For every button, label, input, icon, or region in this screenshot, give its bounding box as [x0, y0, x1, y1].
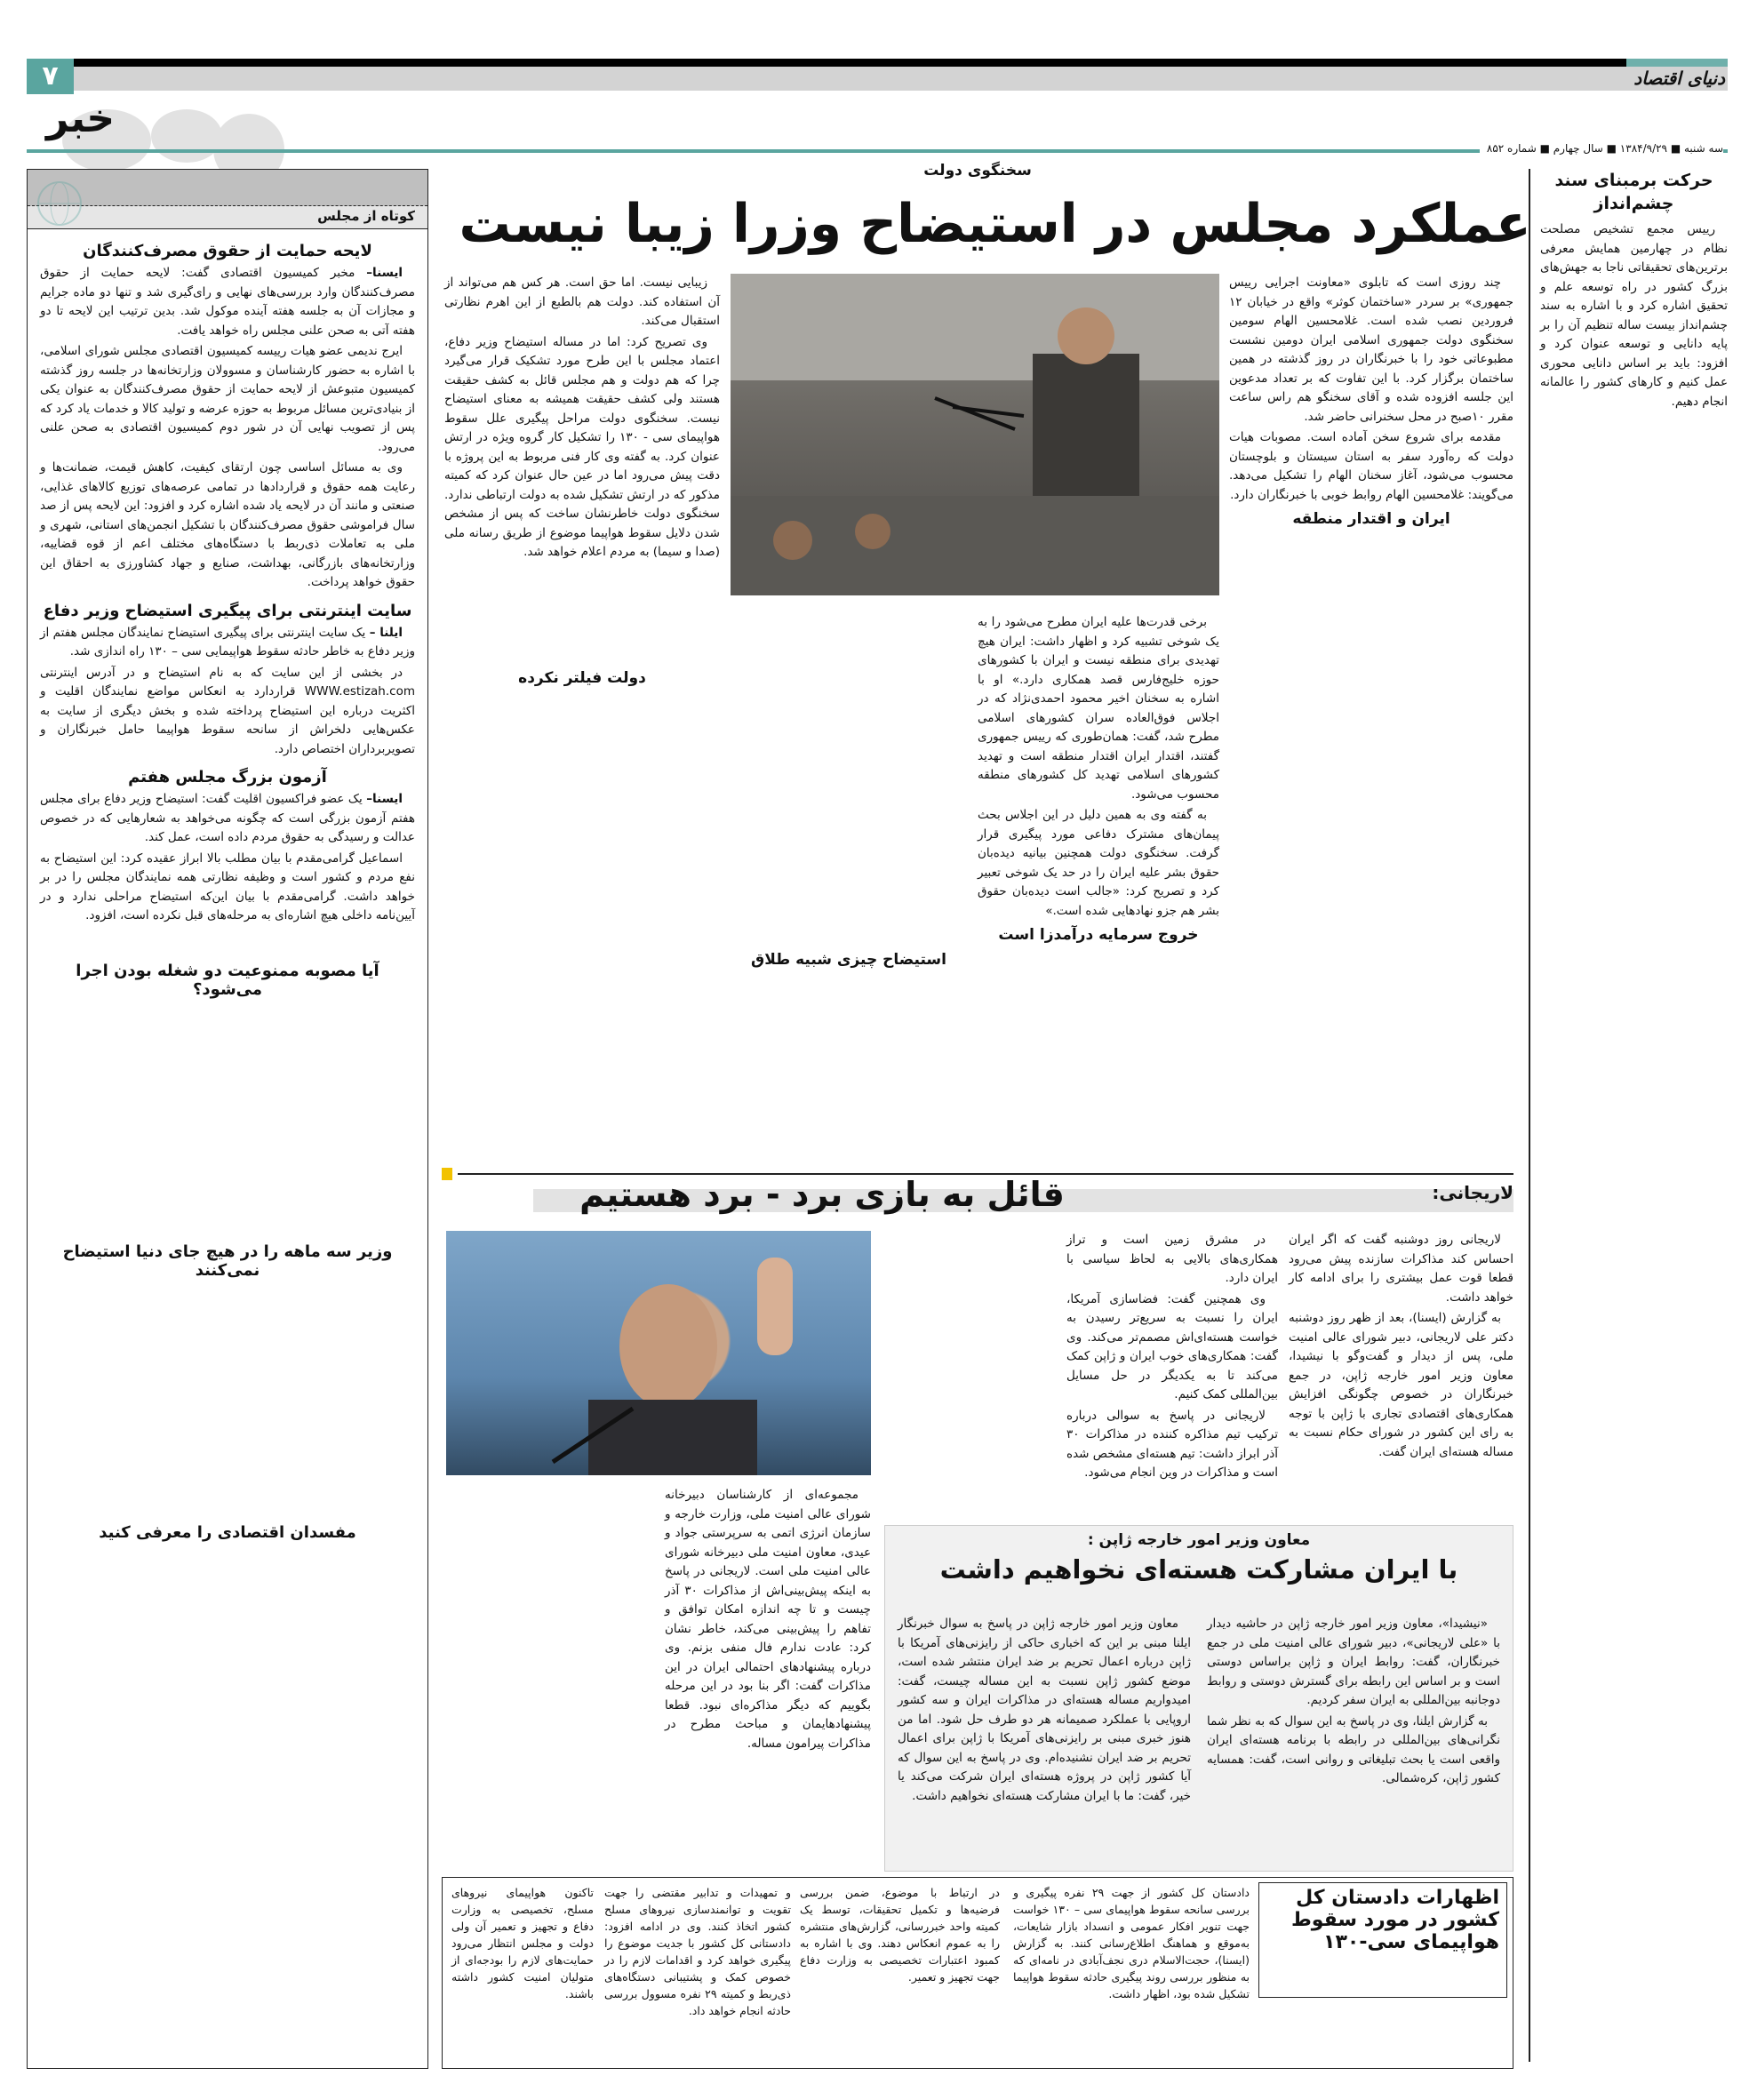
- brief-title: آزمون بزرگ مجلس هفتم: [128, 768, 327, 787]
- header-rule: [27, 149, 1728, 153]
- dateline: سه شنبه ■ ۱۳۸۴/۹/۲۹ ■ سال چهارم ■ شماره ۸۵۲: [1480, 142, 1723, 155]
- article-column: [1229, 274, 1513, 533]
- brief-title: لایحه حمایت از حقوق مصرف‌کنندگان: [83, 242, 372, 260]
- page-number: ۷: [27, 59, 74, 94]
- article-headline: حرکت برمبنای سند چشم‌انداز: [1554, 171, 1713, 213]
- article-subhead: استیضاح چیزی شبیه طلاق: [751, 951, 946, 969]
- article-column: در ارتباط با موضوع، ضمن بررسی فرضیه‌ها و تکمیل تحقیقات، توسط یک کمیته واحد خبررسانی، گزارش‌های منتشره را به عموم انعکاس دهند. وی با اشاره به کمبود اعتبارات تخصیصی به وزارت دفاع جهت تجهیز و تعمیر.: [800, 1886, 1000, 1984]
- larijani-photo: [446, 1231, 871, 1475]
- paragraph: زیبایی نیست. اما حق است. هر کس هم می‌تواند از آن استفاده کند. دولت هم بالطبع از این اهرم نظارتی استقبال می‌کند.: [444, 275, 720, 328]
- column-divider: [1529, 169, 1530, 2062]
- paragraph: مقدمه برای شروع سخن آماده است. مصوبات هیات دولت که ره‌آورد سفر به استان سیستان و بلوچستان محسوب می‌شود، آغاز سخنان الهام را تشکیل می‌دهد. می‌گویند: غلامحسین الهام روابط خوبی با خبرنگاران دارد.: [1229, 430, 1513, 502]
- article-kicker: معاون وزیر امور خارجه ژاپن :: [1087, 1531, 1311, 1549]
- paragraph: اسماعیل گرامی‌مقدم با بیان مطلب بالا ابراز عقیده کرد: این استیضاح به نفع مردم و کشور است و وظیفه نظارتی همه نمایندگان مجلس را در بر خواهد داشت. گرامی‌مقدم با بیان این‌که استیضاح مراحلی ندارد و در آیین‌نامه داخلی هیچ اشاره‌ای به مرحله‌های قبل نکرده است، افزود.: [40, 850, 415, 922]
- article-subhead: دولت فیلتر نکرده: [518, 668, 646, 687]
- article-column: [446, 1486, 871, 1859]
- paragraph-text: یک عضو فراکسیون اقلیت گفت: استیضاح وزیر دفاع برای مجلس هفتم آزمون بزرگی است که چگونه می‌خواهد به شعارهایی که در خصوص عدالت و رسیدگی به حقوق مردم داده است، عمل کند.: [40, 792, 415, 844]
- paragraph: معاون وزیر امور خارجه ژاپن در پاسخ به سوال خبرنگار ایلنا مبنی بر این که اخباری حاکی از رایزنی‌های آمریکا با ژاپن درباره اعمال تحریم بر ضد ایران منتشر شده است، موضع کشور ژاپن نسبت به این مساله چیست، گفت: امیدواریم مساله هسته‌ای در مذاکرات ایران و سه کشور اروپایی با عملکرد صمیمانه هر دو طرف حل شود. اما من هنوز خبری مبنی بر رایزنی‌های آمریکا با ژاپن برای اعمال تحریم بر ضد ایران نشنیده‌ام. وی در پاسخ به این سوال که آیا کشور ژاپن در پروژه هسته‌ای ایران شرکت می‌کند یا خیر، گفت: ما با ایران مشارکت هسته‌ای نخواهیم داشت.: [898, 1617, 1191, 1803]
- section-marker: [442, 1168, 452, 1180]
- paragraph: چند روزی است که تابلوی «معاونت اجرایی رییس جمهوری» بر سردر «ساختمان کوثر» واقع در خیابان ۱۲ فروردین نصب شده است. غلامحسین الهام سومین سخنگوی دولت جمهوری اسلامی ایران دومین نشست مطبوعاتی خود را با خبرنگاران در روز گذشته در همین ساختمان برگزار کرد. با این تفاوت که بر تعداد مدعوین این جلسه افزوده شده و آقای سخنگو هم راس ساعت مقرر ۱۰صبح در محل سخنرانی حاضر شد.: [1229, 275, 1513, 424]
- japan-article-box: [884, 1525, 1513, 1872]
- article-column: [1289, 1231, 1513, 1464]
- left-column-briefs: [27, 169, 428, 2069]
- paragraph: لاریجانی روز دوشنبه گفت که اگر ایران احساس کند مذاکرات سازنده پیش می‌رود قطعا قوت عمل بیشتری را برای ادامه کار خواهد داشت.: [1289, 1233, 1513, 1305]
- newspaper-logo: دنیای اقتصاد: [1633, 68, 1725, 89]
- press-conference-photo: [731, 274, 1219, 595]
- paragraph: در مشرق زمین است و تراز همکاری‌های بالایی به لحاظ سیاسی با ایران دارد.: [1066, 1233, 1278, 1285]
- paragraph: به گزارش ایلنا، وی در پاسخ به این سوال که به نظر شما نگرانی‌های بین‌المللی در رابطه با برنامه هسته‌ای ایران واقعی است یا بحث تبلیغاتی و روانی است، گفت: همسایه کشور ژاپن، کره‌شمالی.: [1207, 1713, 1500, 1785]
- speaker-label: لاریجانی:: [1432, 1182, 1513, 1203]
- paragraph: ایرج ندیمی عضو هیات رییسه کمیسیون اقتصادی مجلس شورای اسلامی، با اشاره به حضور کارشناسان و مسوولان وزارتخانه‌ها در جلسه روز گذشته کمیسیون متبوعش از لایحه حمایت از حقوق مصرف‌کنندگان به عنوان یکی از بنیادی‌ترین مسائل مربوط به حوزه عرضه و تولید کالا و خدمات یاد کرد که پس از تصویب نهایی آن در شور دوم کمیسیون اقتصادی به صحن علنی می‌رود.: [40, 344, 415, 454]
- brief-item: [40, 768, 415, 926]
- box-header: [28, 170, 427, 206]
- paragraph: وی به مسائل اساسی چون ارتقای کیفیت، کاهش قیمت، ضمانت‌ها و رعایت همه حقوق و قراردادها در تمامی عرصه‌های توزیع کالاهای غذایی، صنعتی و مانند آن در لایحه یاد شده اشاره کرد و افزود: این لایحه پس از صد سال فراموشی حقوق مصرف‌کنندگان با تشکیل انجمن‌های استانی، شهری و ملی به تعاملات ذی‌ربط با دستگاه‌های مختلف اعم از قوه قضاییه، وزارتخانه‌های بازرگانی، بهداشت، صنایع و جهاد کشاورزی به احقاق این حقوق خواهد پرداخت.: [40, 460, 415, 589]
- article-column: [444, 274, 720, 691]
- paragraph: لاریجانی در پاسخ به سوالی درباره ترکیب تیم مذاکره کننده در مذاکرات ۳۰ آذر ابراز داشت: تیم هسته‌ای مشخص شده است و مذاکرات در وین انجام می‌شود.: [1066, 1408, 1278, 1480]
- paragraph: رییس مجمع تشخیص مصلحت نظام در چهارمین همایش معرفی برترین‌های تحقیقاتی ناجا به جهش‌های بزرگ کشور در راه توسعه علم و تحقیق اشاره کرد و با اشاره به سند چشم‌انداز بیست ساله تنظیم آن را بر پایه دانایی و توسعه عنوان کرد و افزود: باید بر اساس دانایی محوری عمل کنیم و کارهای کشور را عالمانه انجام دهیم.: [1540, 222, 1728, 409]
- bottom-article-headline: اظهارات دادستان کل کشور در مورد سقوط هواپیمای سی-۱۳۰: [1258, 1882, 1507, 1998]
- section-title: خبر: [46, 96, 116, 141]
- main-headline-container: [442, 188, 1531, 263]
- paragraph: به گفته وی به همین دلیل در این اجلاس بحث پیمان‌های مشترک دفاعی مورد پیگیری قرار گرفت. سخنگوی دولت همچنین بیانیه دیده‌بان حقوق بشر علیه ایران را در حد یک شوخی تعبیر کرد و تصریح کرد: «جالب است دیده‌بان حقوق بشر هم جزو نهادهایی شده است.»: [978, 808, 1219, 918]
- article-column: [978, 613, 1219, 949]
- paragraph: [40, 790, 415, 848]
- paragraph: برخی قدرت‌ها علیه ایران مطرح می‌شود را به یک شوخی تشبیه کرد و اظهار داشت: ایران هیچ تهدیدی برای منطقه نیست و ایران با کشورهای حوزه خلیج‌فارس قصد همکاری دارد.» او با اشاره به سخنان اخیر محمود احمدی‌نژاد که در اجلاس فوق‌العاده سران کشورهای اسلامی مطرح شد، گفت: همان‌طوری که رییس جمهوری گفتند، اقتدار ایران اقتدار منطقه است و تهدید کشورهای اسلامی تهدید کل کشورهای منطقه محسوب می‌شود.: [978, 615, 1219, 802]
- main-headline: عملکرد مجلس در استیضاح وزرا زیبا نیست: [459, 193, 1531, 255]
- article-kicker: سخنگوی دولت: [923, 162, 1032, 180]
- masthead-band: [74, 67, 1728, 91]
- article-column: [731, 613, 967, 974]
- section-label-text: کوتاه از مجلس: [317, 208, 415, 224]
- article-column: تاکنون هواپیمای نیروهای مسلح، تخصیصی به وزارت دفاع و تجهیز و تعمیر آن ولی دولت و مجلس انتظار می‌رود حمایت‌های لازم را بودجه‌ای از متولیان امنیت کشور داشته باشند.: [451, 1886, 594, 2000]
- article-column: [898, 1615, 1191, 1808]
- brief-item: [40, 602, 415, 760]
- spokesman-photo-icon: [731, 274, 1219, 595]
- larijani-headline: قائل به بازی برد - برد هستیم: [579, 1175, 1065, 1214]
- right-column-article: [1540, 169, 1728, 2069]
- paragraph-text: یک سایت اینترنتی برای پیگیری استیضاح نمایندگان مجلس هفتم از وزیر دفاع به خاطر حادثه سقوط هواپیمایی سی – ۱۳۰ راه اندازی شد.: [40, 625, 415, 659]
- news-source: ایلنا –: [369, 625, 403, 640]
- article-column: دادستان کل کشور از جهت ۲۹ نفره پیگیری و بررسی سانحه سقوط هواپیمای سی – ۱۳۰ خواست جهت تنویر افکار عمومی و انسداد بازار شایعات، به‌موقع و هماهنگ اطلاع‌رسانی کنند. به گزارش (ایسنا)، حجت‌الاسلام دری نجف‌آبادی در نامه‌ای که به منظور بررسی روند پیگیری حادثه سقوط هواپیما تشکیل شده بود، اظهار داشت.: [1013, 1886, 1250, 2000]
- news-source: ایسنا–: [366, 792, 403, 806]
- section-label: [28, 206, 427, 229]
- brief-title: وزیر سه ماهه را در هیچ جای دنیا استیضاح نمی‌کنند: [62, 1242, 393, 1280]
- brief-title: مفسدان اقتصادی را معرفی کنید: [99, 1522, 356, 1542]
- paragraph: وی همچنین گفت: فضاسازی آمریکا، ایران را نسبت به سریع‌تر رسیدن به خواست هسته‌ای‌اش مصمم‌تر می‌کند. وی گفت: همکاری‌های خوب ایران و ژاپن کمک می‌کند تا به یکدیگر در حل مسایل بین‌المللی کمک کنیم.: [1066, 1291, 1278, 1401]
- paragraph: وی تصریح کرد: اما در مساله استیضاح وزیر دفاع، اعتماد مجلس با این طرح مورد تشکیک قرار می‌گیرد چرا که هم دولت و هم مجلس قائل به کشف حقیقت هستند ولی کشف حقیقت همیشه به معنای استیضاح نیست. سخنگوی دولت مراحل پیگیری علل سقوط هواپیمای سی - ۱۳۰ را تشکیل کار گروه ویژه در ارتش عنوان کرد. به گفته وی کار فنی مربوط به این پروژه با دقت پیش می‌رود اما در عین حال عنوان کرد که کمیته مذکور که در ارتش تشکیل شده به دولت ارتباطی ندارد. سخنگوی دولت خاطرنشان ساخت که پس از مشخص شدن دلایل سقوط هواپیما موضوع از طریق رسانه ملی (صدا و سیما) به مردم اعلام خواهد شد.: [444, 334, 720, 559]
- brief-item: [40, 242, 415, 593]
- article-column: [1066, 1231, 1278, 1485]
- article-subhead: خروج سرمایه درآمدزا است: [998, 926, 1199, 944]
- paragraph: مجموعه‌ای از کارشناسان دبیرخانه شورای عالی امنیت ملی، وزارت خارجه و سازمان انرژی اتمی به سرپرستی جواد و عیدی، معاون امنیت ملی دبیرخانه شورای عالی امنیت ملی است. لاریجانی در پاسخ به اینکه پیش‌بینی‌اش از مذاکرات ۳۰ آذر چیست و تا چه اندازه امکان توافق و تفاهم را پیش‌بینی می‌کند، خاطر نشان کرد: عادت ندارم فال منفی بزنم. وی درباره پیشنهادهای احتمالی ایران در این مذاکرات گفت: اگر بنا بود در این مرحله بگوییم که دیگر مذاکره‌ای نبود. قطعا پیشنهادهایمان و مباحث مطرح در مذاکرات پیرامون مساله.: [665, 1488, 871, 1751]
- globe-icon: [35, 180, 84, 228]
- article-column: [1207, 1615, 1500, 1791]
- paragraph: [40, 264, 415, 340]
- masthead-accent: [1626, 59, 1728, 67]
- brief-title: سایت اینترنتی برای پیگیری استیضاح وزیر دفاع: [43, 601, 412, 620]
- paragraph-text: مخبر کمیسیون اقتصادی گفت: لایحه حمایت از حقوق مصرف‌کنندگان وارد بررسی‌های نهایی و رای‌گیری شد و تنها دو ماده جرایم و مجازات آن به جلسه هفته آینده موکول شد. بدین ترتیب این لایحه تا دو هفته آتی به صحن علنی مجلس راه خواهد یافت.: [40, 266, 415, 338]
- article-body: [1540, 220, 1728, 411]
- brief-title: آیا مصوبه ممنوعیت دو شغله بودن اجرا می‌شود؟: [76, 961, 379, 999]
- news-source: ایسنا–: [366, 266, 403, 280]
- article-subhead: ایران و اقتدار منطقه: [1292, 510, 1450, 528]
- paragraph: در بخشی از این سایت که به نام استیضاح و در آدرس اینترنتی WWW.estizah.com قراردارد به انعکاس مواضع نمایندگان اقلیت و اکثریت درباره این استیضاح پرداخته شده و بخش دیگری از سایت به عکس‌هایی دلخراش از سانحه سقوط هواپیما حامل خبرنگاران و تصویربرداران اختصاص دارد.: [40, 665, 415, 756]
- article-headline: با ایران مشارکت هسته‌ای نخواهیم داشت: [939, 1554, 1458, 1585]
- masthead-bar: [27, 59, 1728, 67]
- paragraph: «نیشیدا»، معاون وزیر امور خارجه ژاپن در حاشیه دیدار با «علی لاریجانی»، دبیر شورای عالی امنیت ملی در جمع خبرنگاران، گفت: روابط ایران و ژاپن براساس دوستی است و بر اساس این رابطه برای گسترش دوستی و روابط دوجانبه بین‌المللی به ایران سفر کردیم.: [1207, 1617, 1500, 1707]
- article-column: و تمهیدات و تدابیر مقتضی را جهت تقویت و توانمندسازی نیروهای مسلح کشور اتخاذ کنند. وی در ادامه افزود: دادستانی کل کشور با جدیت موضوع را پیگیری خواهد کرد و اقدامات لازم را در خصوص کمک و پشتیبانی دستگاه‌های ذی‌ربط و کمیته ۲۹ نفره مسوول بررسی حادثه انجام خواهد داد.: [604, 1886, 791, 2017]
- speaker-portrait-icon: [446, 1231, 871, 1475]
- paragraph: به گزارش (ایسنا)، بعد از ظهر روز دوشنبه دکتر علی لاریجانی، دبیر شورای عالی امنیت ملی، پس از دیدار و گفت‌وگو با نیشیدا، معاون وزیر امور خارجه ژاپن، در جمع خبرنگاران در خصوص چگونگی افزایش همکاری‌های اقتصادی تجاری با ژاپن با توجه به رای این کشور در شورای حکام نسبت به مساله هسته‌ای ایران گفت.: [1289, 1311, 1513, 1459]
- paragraph: [40, 624, 415, 662]
